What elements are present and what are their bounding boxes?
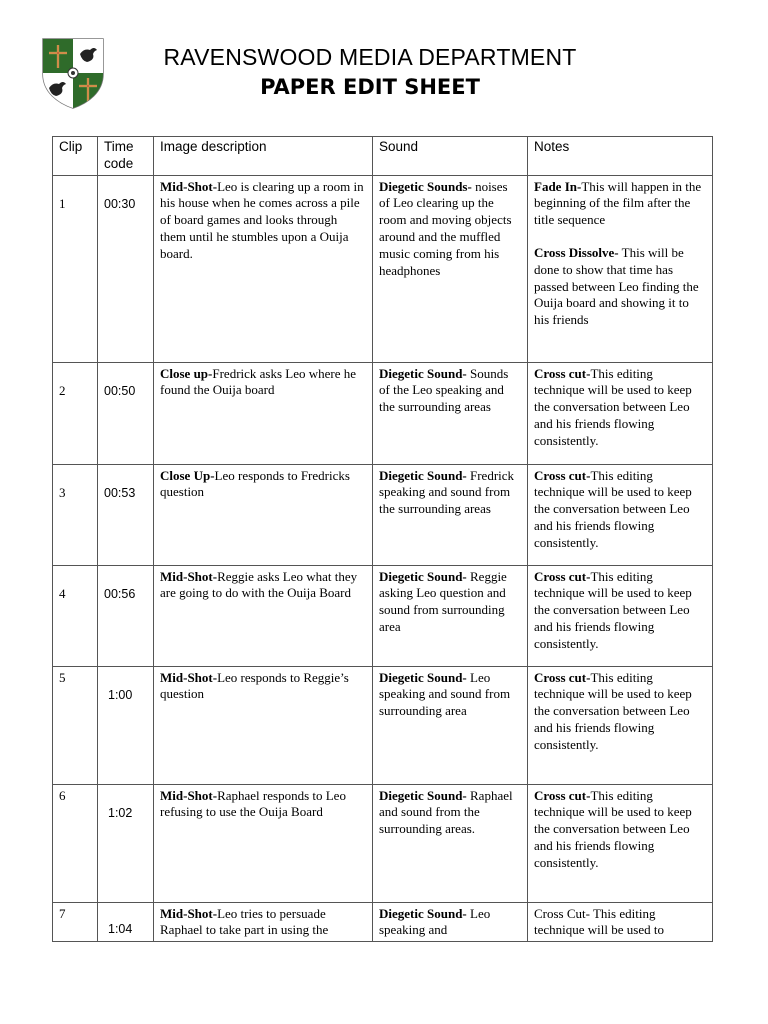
image-description: Leo is clearing up a room in his house when he comes across a pile of board games and looks through them until he stumbles upon a Ouija board. bbox=[160, 178, 364, 261]
school-crest-icon bbox=[40, 36, 106, 110]
notes-text: This editing technique will be used to keep the conversation between Leo and his friends flowing consistently. bbox=[534, 568, 692, 651]
table-row bbox=[53, 362, 713, 464]
sound-description: Raphael and sound from the surrounding areas. bbox=[379, 787, 513, 837]
time-code: 00:56 bbox=[104, 586, 136, 601]
notes-text: This will happen in the beginning of the film after the title sequence bbox=[534, 178, 702, 228]
notes-cell bbox=[528, 902, 713, 942]
time-code: 00:53 bbox=[104, 485, 136, 500]
transition-type: Cross cut- bbox=[534, 669, 591, 685]
notes-cell bbox=[528, 464, 713, 565]
paper-edit-table bbox=[52, 136, 713, 942]
image-description: Leo tries to persuade Raphael to take part in using the bbox=[160, 905, 329, 938]
sound-cell bbox=[373, 565, 528, 666]
shot-type: Close Up- bbox=[160, 467, 215, 483]
image-description-cell bbox=[154, 784, 373, 902]
sound-type: Diegetic Sounds- bbox=[379, 178, 472, 194]
notes-text: This editing technique will be used to keep the conversation between Leo and his friends flowing consistently. bbox=[534, 787, 692, 870]
shot-type: Mid-Shot- bbox=[160, 669, 218, 685]
header-sound: Sound bbox=[373, 137, 528, 176]
sound-type: Diegetic Sound- bbox=[379, 568, 467, 584]
sound-cell bbox=[373, 666, 528, 784]
image-description: Leo responds to Reggie’s question bbox=[160, 669, 349, 702]
table-row bbox=[53, 666, 713, 784]
sound-cell bbox=[373, 902, 528, 942]
notes-cell bbox=[528, 565, 713, 666]
table-row bbox=[53, 784, 713, 902]
department-title: RAVENSWOOD MEDIA DEPARTMENT bbox=[163, 44, 577, 70]
time-code: 00:30 bbox=[104, 196, 136, 211]
transition-type: Cross Dissolve- bbox=[534, 244, 619, 260]
notes-cell bbox=[528, 175, 713, 362]
transition-type: Cross cut- bbox=[534, 787, 591, 803]
clip-number: 2 bbox=[59, 382, 66, 398]
sound-type: Diegetic Sound- bbox=[379, 365, 467, 381]
time-code: 00:50 bbox=[104, 383, 136, 398]
transition-type: Fade In- bbox=[534, 178, 582, 194]
image-description: Fredrick asks Leo where he found the Ouija board bbox=[160, 365, 357, 398]
shot-type: Mid-Shot- bbox=[160, 905, 218, 921]
sound-description: Fredrick speaking and sound from the surrounding areas bbox=[379, 467, 515, 517]
image-description-cell bbox=[154, 464, 373, 565]
table-row bbox=[53, 175, 713, 362]
clip-number: 4 bbox=[59, 585, 66, 601]
document-header bbox=[110, 42, 630, 102]
image-description: Leo responds to Fredricks question bbox=[160, 467, 350, 500]
sound-type: Diegetic Sound- bbox=[379, 905, 467, 921]
transition-type: Cross cut- bbox=[534, 467, 591, 483]
sound-cell bbox=[373, 362, 528, 464]
shot-type: Mid-Shot- bbox=[160, 178, 218, 194]
notes-text: Cross Cut- This editing technique will be used to bbox=[534, 905, 664, 938]
notes-cell bbox=[528, 784, 713, 902]
sound-description: Leo speaking and bbox=[379, 905, 491, 938]
transition-type: Cross cut- bbox=[534, 365, 591, 381]
time-code: 1:04 bbox=[108, 921, 133, 936]
header-notes: Notes bbox=[528, 137, 713, 176]
image-description-cell bbox=[154, 565, 373, 666]
clip-number: 7 bbox=[59, 905, 66, 921]
header-clip: Clip bbox=[53, 137, 98, 176]
sound-description: Leo speaking and sound from surrounding area bbox=[379, 669, 511, 719]
shot-type: Close up- bbox=[160, 365, 213, 381]
header-image-description: Image description bbox=[154, 137, 373, 176]
sound-cell bbox=[373, 784, 528, 902]
clip-number: 6 bbox=[59, 787, 66, 803]
image-description: Raphael responds to Leo refusing to use the Ouija Board bbox=[160, 787, 346, 820]
sheet-title: PAPER EDIT SHEET bbox=[260, 75, 480, 99]
shot-type: Mid-Shot- bbox=[160, 787, 218, 803]
table-header-row bbox=[53, 137, 713, 176]
sound-type: Diegetic Sound- bbox=[379, 787, 467, 803]
image-description-cell bbox=[154, 666, 373, 784]
image-description-cell bbox=[154, 175, 373, 362]
time-code: 1:00 bbox=[108, 687, 133, 702]
image-description-cell bbox=[154, 362, 373, 464]
sound-type: Diegetic Sound- bbox=[379, 669, 467, 685]
header-time-code: Time code bbox=[98, 137, 154, 176]
sound-description: Sounds of the Leo speaking and the surrounding areas bbox=[379, 365, 509, 415]
notes-text: This will be done to show that time has passed between Leo finding the Ouija board and showing it to his friends bbox=[534, 244, 699, 328]
sound-description: noises of Leo clearing up the room and moving objects around and the muffled music coming from his headphones bbox=[379, 178, 512, 278]
transition-type: Cross cut- bbox=[534, 568, 591, 584]
sound-description: Reggie asking Leo question and sound from surrounding area bbox=[379, 568, 507, 634]
image-description: Reggie asks Leo what they are going to do with the Ouija Board bbox=[160, 568, 358, 601]
table-row bbox=[53, 464, 713, 565]
sound-cell bbox=[373, 464, 528, 565]
sound-cell bbox=[373, 175, 528, 362]
image-description-cell bbox=[154, 902, 373, 942]
notes-text: This editing technique will be used to keep the conversation between Leo and his friends flowing consistently. bbox=[534, 467, 692, 550]
notes-cell bbox=[528, 362, 713, 464]
clip-number: 3 bbox=[59, 484, 66, 500]
notes-cell bbox=[528, 666, 713, 784]
notes-text: This editing technique will be used to keep the conversation between Leo and his friends flowing consistently. bbox=[534, 669, 692, 752]
clip-number: 1 bbox=[59, 195, 66, 211]
sound-type: Diegetic Sound- bbox=[379, 467, 467, 483]
table-row bbox=[53, 902, 713, 942]
time-code: 1:02 bbox=[108, 805, 133, 820]
table-row bbox=[53, 565, 713, 666]
notes-text: This editing technique will be used to keep the conversation between Leo and his friends flowing consistently. bbox=[534, 365, 692, 448]
shot-type: Mid-Shot- bbox=[160, 568, 218, 584]
clip-number: 5 bbox=[59, 669, 66, 685]
